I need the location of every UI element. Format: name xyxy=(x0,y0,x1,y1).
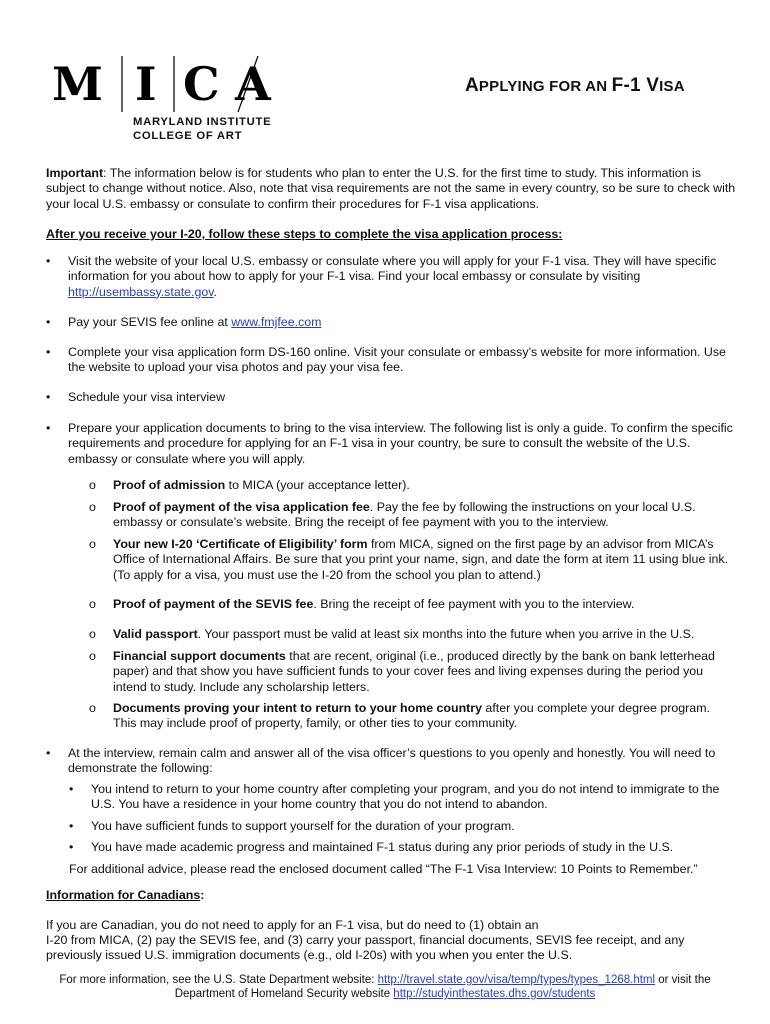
doc-item: Proof of admission to MICA (your acceptance letter). xyxy=(113,478,410,492)
step-prepare-documents: Prepare your application documents to bring to the visa interview. The following list is only a guide. To confirm the specific requirements and procedure for applying for an F-1 visa in your country, be sure to consult the website of the U.S. embassy or consulate where you will apply. xyxy=(68,421,733,466)
circle-bullet-icon: o xyxy=(89,537,96,551)
doc-item: Your new I-20 ‘Certificate of Eligibility’ form from MICA, signed on the first page by an advisor from MICA’s Office of International Affairs. Be sure that you print your name, sign, and date the form at item 11 using blue ink. (To apply for a visa, you must use the I-20 from the school you plan to attend.) xyxy=(113,537,729,582)
step-ds160: Complete your visa application form DS-160 online. Visit your consulate or embassy’s website for more information. Use the website to upload your visa photos and pay your visa fee. xyxy=(68,345,726,375)
circle-bullet-icon: o xyxy=(89,500,96,514)
logo-subtitle xyxy=(133,115,271,143)
doc-item: Documents proving your intent to return to your home country after you complete your degree program. This may include proof of property, family, or other ties to your community. xyxy=(113,701,710,731)
canadians-line-1: If you are Canadian, you do not need to apply for an F-1 visa, but do need to (1) obtain an xyxy=(46,918,539,932)
state-department-link[interactable]: http://travel.state.gov/visa/temp/types/types_1268.html xyxy=(377,974,656,986)
canadians-line-2: I-20 from MICA, (2) pay the SEVIS fee, and (3) carry your passport, financial documents, SEVIS fee receipt, and any previously issued U.S. immigration documents (e.g., old I-20s) with you when you enter the U.S. xyxy=(46,933,685,963)
fmjfee-link[interactable]: www.fmjfee.com xyxy=(231,315,322,329)
circle-bullet-icon: o xyxy=(89,597,96,611)
steps-heading: After you receive your I-20, follow these steps to complete the visa application process: xyxy=(46,227,563,241)
mica-logo xyxy=(52,56,280,112)
bullet-icon: • xyxy=(46,254,51,268)
logo-letter-i: I xyxy=(135,57,157,111)
step-schedule: Schedule your visa interview xyxy=(68,390,226,404)
step-interview: At the interview, remain calm and answer all of the visa officer’s questions to you openly and honestly. You will need to demonstrate the following: xyxy=(68,746,716,776)
doc-item: Proof of payment of the SEVIS fee. Bring the receipt of fee payment with you to the interview. xyxy=(113,597,635,611)
doc-item: Valid passport. Your passport must be valid at least six months into the future when you arrive in the U.S. xyxy=(113,627,695,641)
bullet-icon: • xyxy=(69,782,74,796)
logo-letter-a: A xyxy=(235,57,271,111)
interview-point: You have made academic progress and maintained F-1 status during any prior periods of study in the U.S. xyxy=(91,840,674,854)
bullet-icon: • xyxy=(69,819,74,833)
interview-advice: For additional advice, please read the enclosed document called “The F-1 Visa Interview: 10 Points to Remember.” xyxy=(69,862,698,876)
page-title: APPLYING FOR AN F-1 VISA xyxy=(465,75,685,96)
bullet-icon: • xyxy=(46,315,51,329)
step-sevis-fee: Pay your SEVIS fee online at www.fmjfee.com xyxy=(68,315,322,329)
dhs-link[interactable]: http://studyinthestates.dhs.gov/students xyxy=(393,988,596,1000)
interview-point: You intend to return to your home country after completing your program, and you do not intend to immigrate to the U.S. You have a residence in your home country that you do not intend to abandon. xyxy=(91,782,720,812)
footer-info: For more information, see the U.S. State Department website: http://travel.state.gov/visa/temp/types/types_1268.html or visit the Department of Homeland Security website http://studyinthestates.dhs.gov/students xyxy=(59,974,711,1000)
doc-item: Proof of payment of the visa application fee. Pay the fee by following the instructions on your local U.S. embassy or consulate’s website. Bring the receipt of fee payment with you to the interview. xyxy=(113,500,696,530)
logo-line-1: MARYLAND INSTITUTE xyxy=(133,116,272,128)
bullet-icon: • xyxy=(46,390,51,404)
bullet-icon: • xyxy=(69,840,74,854)
circle-bullet-icon: o xyxy=(89,478,96,492)
important-note: Important: The information below is for students who plan to enter the U.S. for the first time to study. This information is subject to change without notice. Also, note that visa requirements are not the same in every country, so be sure to check with your local U.S. embassy or consulate to confirm their procedures for F-1 visa applications. xyxy=(46,166,736,211)
important-label: Important xyxy=(46,166,104,180)
interview-point: You have sufficient funds to support yourself for the duration of your program. xyxy=(91,819,515,833)
canadians-heading: Information for Canadians: xyxy=(46,888,205,902)
bullet-icon: • xyxy=(46,746,51,760)
usembassy-link[interactable]: http://usembassy.state.gov xyxy=(68,284,214,299)
bullet-icon: • xyxy=(46,345,51,359)
logo-letter-c: C xyxy=(183,57,220,111)
circle-bullet-icon: o xyxy=(89,649,96,663)
circle-bullet-icon: o xyxy=(89,627,96,641)
step-embassy: Visit the website of your local U.S. embassy or consulate where you will apply for your F-1 visa. They will have specific information for you about how to apply for your F-1 visa. Find your local embassy or consulate by visiting http://usembassy.state.gov. xyxy=(68,254,717,299)
logo-letter-m: M xyxy=(52,57,103,111)
doc-item: Financial support documents that are recent, original (i.e., produced directly by the bank on bank letterhead paper) and that show you have sufficient funds to your cover fees and living expenses during the period you intend to study. Include any scholarship letters. xyxy=(113,649,715,694)
logo-line-2: COLLEGE OF ART xyxy=(133,130,243,142)
circle-bullet-icon: o xyxy=(89,701,96,715)
bullet-icon: • xyxy=(46,421,51,435)
